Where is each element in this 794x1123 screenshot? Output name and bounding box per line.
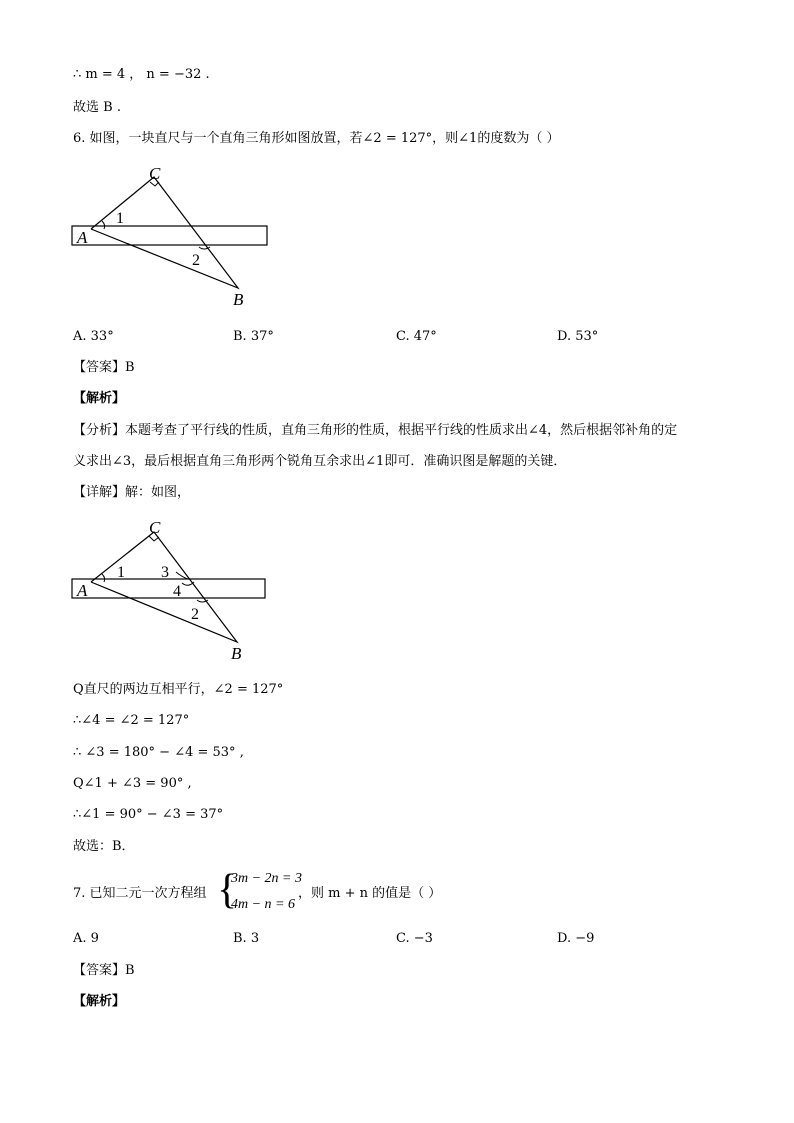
option-d: D. 53° (557, 329, 599, 344)
step-3: ∴ ∠3 = 180° − ∠4 = 53° , (73, 745, 244, 760)
label-angle-1: 1 (117, 564, 125, 581)
label-angle-4: 4 (173, 583, 181, 600)
analysis-head-7: 【解析】 (73, 994, 126, 1009)
triangle-lines (91, 177, 238, 288)
analysis-line-1: 【分析】本题考查了平行线的性质，直角三角形的性质，根据平行线的性质求出∠4，然后根据邻补角的定 (73, 423, 678, 438)
ruler-rect (72, 579, 265, 598)
option-b: B. 3 (233, 931, 260, 946)
label-angle-3: 3 (161, 564, 169, 581)
figure-ruler-triangle-1 (70, 164, 270, 309)
step-2: ∴∠4 = ∠2 = 127° (73, 713, 190, 728)
equation-2: 4m − n = 6 (231, 897, 296, 912)
step-4: Q∠1 + ∠3 = 90° , (73, 776, 192, 791)
analysis-line-2: 义求出∠3，最后根据直角三角形两个锐角互余求出∠1即可．准确识图是解题的关键． (73, 454, 567, 469)
step-1: Q直尺的两边互相平行，∠2 = 127° (73, 682, 284, 697)
question-6-text: 6. 如图，一块直尺与一个直角三角形如图放置，若∠2 = 127°，则∠1的度数为（ ） (73, 131, 560, 146)
answer-6: 【答案】B (73, 360, 135, 375)
question-7-suffix: ，则 m + n 的值是（ ） (298, 886, 442, 901)
system-brace: { (217, 867, 238, 913)
label-A: A (77, 581, 88, 600)
label-B: B (231, 644, 242, 663)
ruler-rect (72, 226, 267, 245)
label-angle-2: 2 (192, 252, 200, 269)
label-B: B (233, 290, 244, 309)
triangle-lines (91, 532, 237, 642)
equation-1: 3m − 2n = 3 (231, 871, 303, 886)
option-c: C. 47° (396, 329, 437, 344)
option-c: C. −3 (396, 931, 433, 946)
choose-line: 故选 B . (73, 100, 121, 115)
option-b: B. 37° (233, 329, 274, 344)
angle1-arc (102, 574, 105, 582)
analysis-head-6: 【解析】 (73, 391, 126, 406)
option-a: A. 33° (73, 329, 114, 344)
label-A: A (77, 228, 88, 247)
label-angle-2: 2 (191, 606, 199, 623)
step-5: ∴∠1 = 90° − ∠3 = 37° (73, 807, 224, 822)
angle1-arc (102, 221, 105, 229)
conclusion-line: ∴ m = 4 ， n = −32 . (73, 67, 210, 82)
figure-ruler-triangle-2 (70, 518, 270, 663)
label-C: C (149, 164, 161, 183)
detail-head: 【详解】解：如图， (73, 485, 191, 500)
label-C: C (149, 518, 161, 537)
question-7-prefix: 7. 已知二元一次方程组 (73, 886, 207, 901)
answer-7: 【答案】B (73, 963, 135, 978)
label-angle-1: 1 (116, 210, 124, 227)
option-a: A. 9 (73, 931, 99, 946)
step-6: 故选：B． (73, 839, 135, 854)
option-d: D. −9 (557, 931, 595, 946)
